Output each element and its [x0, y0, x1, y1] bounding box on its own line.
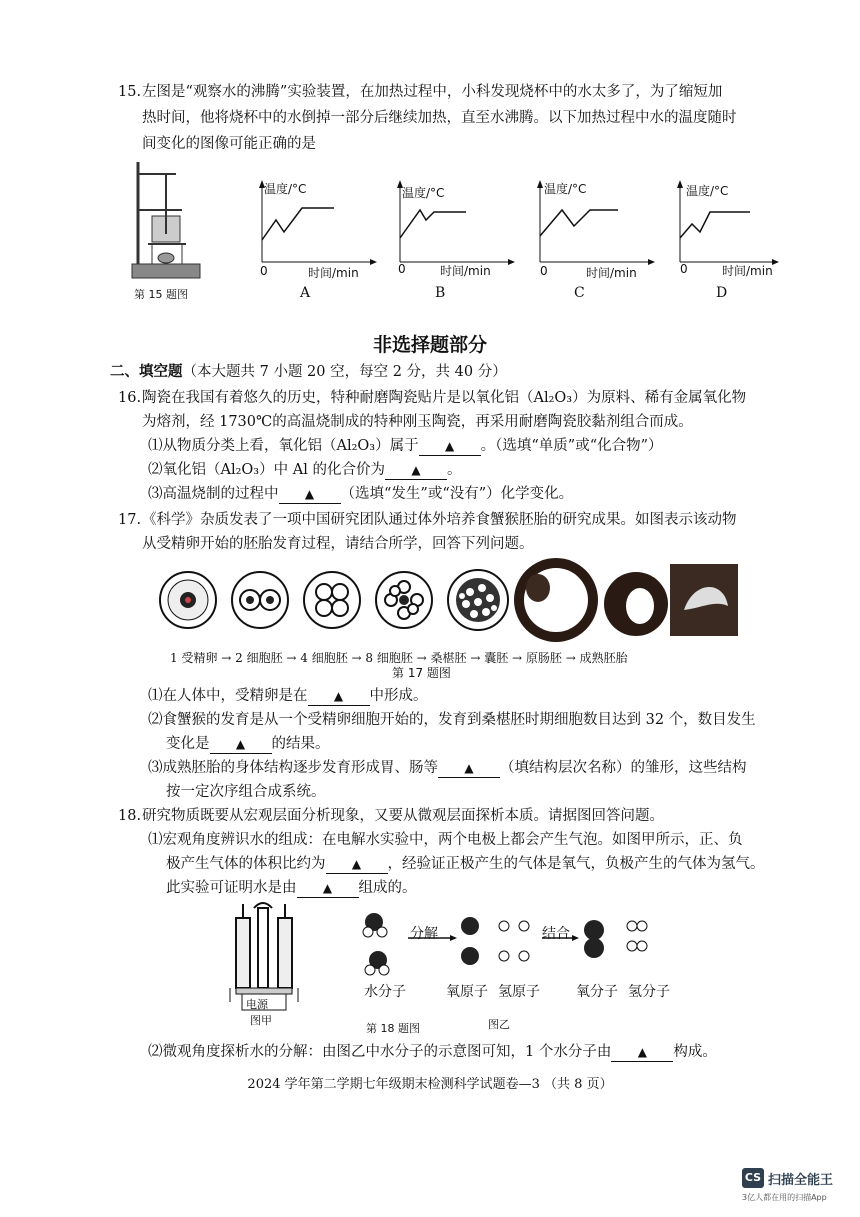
answer-blank[interactable]: ▲ [297, 879, 359, 898]
q16-s1: ⑴从物质分类上看，氧化铝（Al₂O₃）属于 ▲ 。（选填“单质”或“化合物”） [148, 438, 663, 454]
gastrula [604, 572, 668, 636]
q16-line1: 陶瓷在我国有着悠久的历史，特种耐磨陶瓷贴片是以氧化铝（Al₂O₃）为原料、稀有金属氧化物 [142, 390, 747, 406]
power-source-label: 电源 [246, 998, 268, 1011]
eight-cell [376, 572, 432, 628]
graph-a-ylabel: 温度/°C [264, 182, 307, 196]
oxygen-molecule [584, 920, 604, 958]
label-hydrogen-atom: 氢原子 [498, 984, 540, 1000]
section-title: 非选择题部分 [372, 334, 487, 356]
four-cell [304, 572, 360, 628]
q15-fig-caption: 第 15 题图 [134, 288, 188, 301]
q17-s2-line1: ⑵食蟹猴的发育是从一个受精卵细胞开始的，发育到桑椹胚时期细胞数目达到 32 个，数目发生 [148, 712, 756, 728]
q18-fig-caption: 第 18 题图 [366, 1022, 420, 1035]
q16-s3: ⑶高温烧制的过程中 ▲ （选填“发生”或“没有”）化学变化。 [148, 486, 574, 502]
answer-blank[interactable]: ▲ [326, 855, 388, 874]
q15-line2: 热时间，他将烧杯中的水倒掉一部分后继续加热，直至水沸腾。以下加热过程中水的温度随时 [142, 110, 737, 126]
graph-d-ylabel: 温度/°C [686, 184, 729, 198]
q17-stages: 1 受精卵 → 2 细胞胚 → 4 细胞胚 → 8 细胞胚 → 桑椹胚 → 囊胚 → 原肠胚 → 成熟胚胎 [170, 651, 628, 665]
water-molecule-2 [365, 951, 389, 975]
q17-number: 17. [118, 512, 142, 528]
fig-jia-label: 图甲 [250, 1014, 272, 1027]
arrow-combine-label: 结合 [542, 926, 570, 942]
graph-a-xlabel: 时间/min [308, 266, 359, 280]
fig-yi-label: 图乙 [488, 1018, 510, 1031]
q18-s1-line3: 此实验可证明水是由 ▲ 组成的。 [166, 880, 417, 896]
graph-b-label: B [435, 285, 446, 301]
q17-s3: ⑶成熟胚胎的身体结构逐步发育形成胃、肠等 ▲ （填结构层次名称）的雏形，这些结构 [148, 760, 747, 776]
q18-s1-line2: 极产生气体的体积比约为 ▲ ，经验证正极产生的气体是氧气，负极产生的气体为氢气。 [166, 856, 765, 872]
graph-d-label: D [716, 285, 728, 301]
hydrogen-atoms [499, 921, 529, 961]
q16-s2: ⑵氧化铝（Al₂O₃）中 Al 的化合价为 ▲ 。 [148, 462, 462, 478]
answer-blank[interactable]: ▲ [210, 735, 272, 754]
q15-number: 15. [118, 84, 142, 100]
hydrogen-molecules [627, 921, 647, 951]
q17-line1: 《科学》杂质发表了一项中国研究团队通过体外培养食蟹猴胚胎的研究成果。如图表示该动物 [142, 512, 737, 528]
answer-blank[interactable]: ▲ [279, 485, 341, 504]
graph-c-origin: 0 [540, 264, 548, 278]
cs-logo-icon: CS [742, 1168, 764, 1188]
morula [448, 570, 508, 630]
two-cell [232, 572, 288, 628]
water-decomposition-figure [360, 908, 680, 984]
graph-c-label: C [574, 285, 585, 301]
q17-fig-caption: 第 17 题图 [392, 666, 451, 680]
graph-c-ylabel: 温度/°C [544, 182, 587, 196]
graph-b-xlabel: 时间/min [440, 264, 491, 278]
q17-s2-line2: 变化是 ▲ 的结果。 [166, 736, 330, 752]
embryo-development-figure [158, 556, 738, 646]
q17-line2: 从受精卵开始的胚胎发育过程，请结合所学，回答下列问题。 [142, 536, 534, 552]
logo-name: 扫描全能王 [768, 1173, 834, 1188]
zygote [160, 572, 216, 628]
arrow-decompose-label: 分解 [410, 926, 438, 942]
answer-blank[interactable]: ▲ [438, 759, 500, 778]
water-molecule-1 [363, 913, 387, 937]
answer-blank[interactable]: ▲ [611, 1043, 673, 1062]
graph-b-ylabel: 温度/°C [402, 186, 445, 200]
part2-rest: （本大题共 7 小题 20 空，每空 2 分，共 40 分） [182, 364, 507, 380]
q17-s1: ⑴在人体中，受精卵是在 ▲ 中形成。 [148, 688, 428, 704]
answer-blank[interactable]: ▲ [419, 437, 481, 456]
part2-head: 二、填空题 [110, 363, 183, 380]
graph-d-xlabel: 时间/min [722, 264, 773, 278]
mature-embryo [670, 564, 738, 636]
q15-line3: 间变化的图像可能正确的是 [142, 136, 316, 152]
q18-line1: 研究物质既要从宏观层面分析现象，又要从微观层面探析本质。请据图回答问题。 [142, 808, 664, 824]
graph-a-label: A [300, 285, 311, 301]
blastocyst [514, 558, 598, 642]
oxygen-atoms [461, 917, 479, 965]
q16-line2: 为熔剂，经 1730℃的高温烧制成的特种刚玉陶瓷，再采用耐磨陶瓷胶黏剂组合而成。 [142, 414, 693, 430]
page-footer: 2024 学年第二学期七年级期末检测科学试题卷—3 （共 8 页） [247, 1077, 613, 1092]
q18-s2: ⑵微观角度探析水的分解：由图乙中水分子的示意图可知，1 个水分子由 ▲ 构成。 [148, 1044, 717, 1060]
q18-s1-line1: ⑴宏观角度辨识水的组成：在电解水实验中，两个电极上都会产生气泡。如图甲所示，正、负 [148, 832, 743, 848]
label-oxygen-molecule: 氧分子 [576, 984, 618, 1000]
label-oxygen-atom: 氧原子 [446, 984, 488, 1000]
label-hydrogen-molecule: 氢分子 [628, 984, 670, 1000]
q16-number: 16. [118, 390, 142, 406]
graph-a-origin: 0 [260, 264, 268, 278]
logo-tagline: 3亿人都在用的扫描App [742, 1193, 827, 1202]
answer-blank[interactable]: ▲ [308, 687, 370, 706]
graph-c-xlabel: 时间/min [586, 266, 637, 280]
scanner-app-logo [742, 1168, 842, 1208]
graph-b-origin: 0 [398, 262, 406, 276]
q17-s3-line2: 按一定次序组合成系统。 [166, 784, 326, 800]
q18-number: 18. [118, 808, 142, 824]
answer-blank[interactable]: ▲ [385, 461, 447, 480]
label-water-molecule: 水分子 [364, 984, 406, 1000]
boiling-apparatus-figure [126, 160, 206, 282]
q15-line1: 左图是“观察水的沸腾”实验装置，在加热过程中，小科发现烧杯中的水太多了，为了缩短加 [142, 84, 723, 100]
graph-d-origin: 0 [680, 262, 688, 276]
